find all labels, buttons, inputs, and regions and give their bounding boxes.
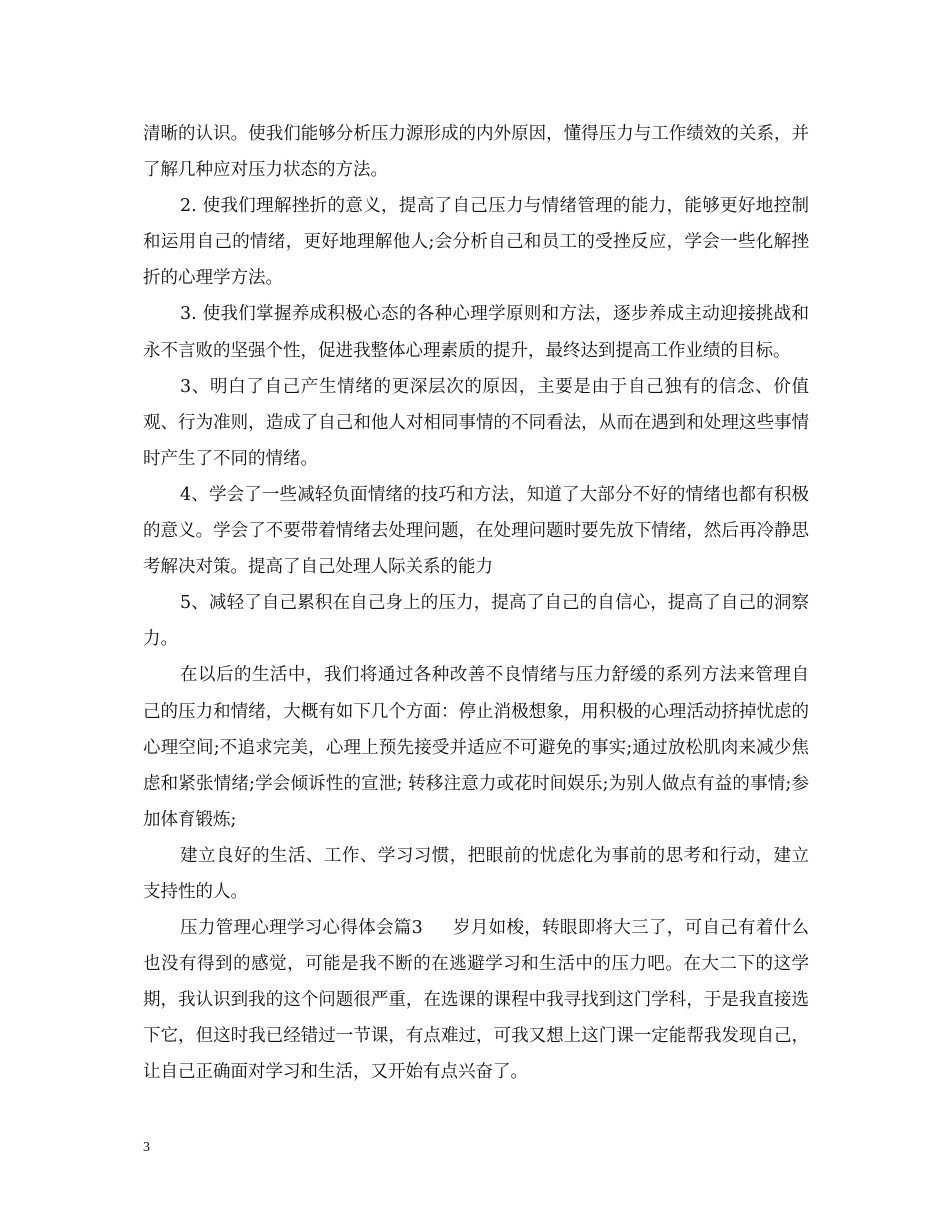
section-body: 岁月如梭，转眼即将大三了，可自己有着什么也没有得到的感觉，可能是我不断的在逃避学习和生活中的压力吧。在大二下的这学期，我认识到我的这个问题很严重，在选课的课程中我寻找到这门学科，于是我直接选下它，但这时我已经错过一节课，有点难过，可我又想上这门课一定能帮我发现自己，让自己正确面对学习和生活，又开始有点兴奋了。 [143,918,809,1083]
paragraph-continuation: 清晰的认识。使我们能够分析压力源形成的内外原因，懂得压力与工作绩效的关系，并了解几种应对压力状态的方法。 [143,124,809,181]
paragraph-point-3: 3、明白了自己产生情绪的更深层次的原因，主要是由于自己独有的信念、价值观、行为准则，造成了自己和他人对相同事情的不同看法，从而在遇到和处理这些事情时产生了不同的情绪。 [143,376,809,469]
paragraph-point-5: 5、减轻了自己累积在自己身上的压力，提高了自己的自信心，提高了自己的洞察力。 [143,593,809,650]
document-page [143,116,809,1091]
paragraph-item-2: 2. 使我们理解挫折的意义，提高了自己压力与情绪管理的能力，能够更好地控制和运用自己的情绪，更好地理解他人;会分析自己和员工的受挫反应，学会一些化解挫折的心理学方法。 [143,196,809,289]
paragraph-future-plans: 在以后的生活中，我们将通过各种改善不良情绪与压力舒缓的系列方法来管理自己的压力和情绪，大概有如下几个方面：停止消极想象，用积极的心理活动挤掉忧虑的心理空间;不追求完美，心理上预先接受并适应不可避免的事实;通过放松肌肉来减少焦虑和紧张情绪;学会倾诉性的宣泄; 转移注意力或花时间娱乐;为别人做点有益的事情;参加体育锻炼; [143,665,809,830]
paragraph-item-3: 3. 使我们掌握养成积极心态的各种心理学原则和方法，逐步养成主动迎接挑战和永不言败的坚强个性，促进我整体心理素质的提升，最终达到提高工作业绩的目标。 [143,304,809,361]
section-heading: 压力管理心理学习心得体会篇3 [180,918,423,939]
paragraph-part-3 [143,910,809,1090]
paragraph-point-4: 4、学会了一些减轻负面情绪的技巧和方法，知道了大部分不好的情绪也都有积极的意义。学会了不要带着情绪去处理问题，在处理问题时要先放下情绪，然后再冷静思考解决对策。提高了自己处理人际关系的能力 [143,484,809,578]
page-number: 3 [143,1140,150,1155]
paragraph-good-habits: 建立良好的生活、工作、学习习惯，把眼前的忧虑化为事前的思考和行动，建立支持性的人。 [143,845,809,902]
